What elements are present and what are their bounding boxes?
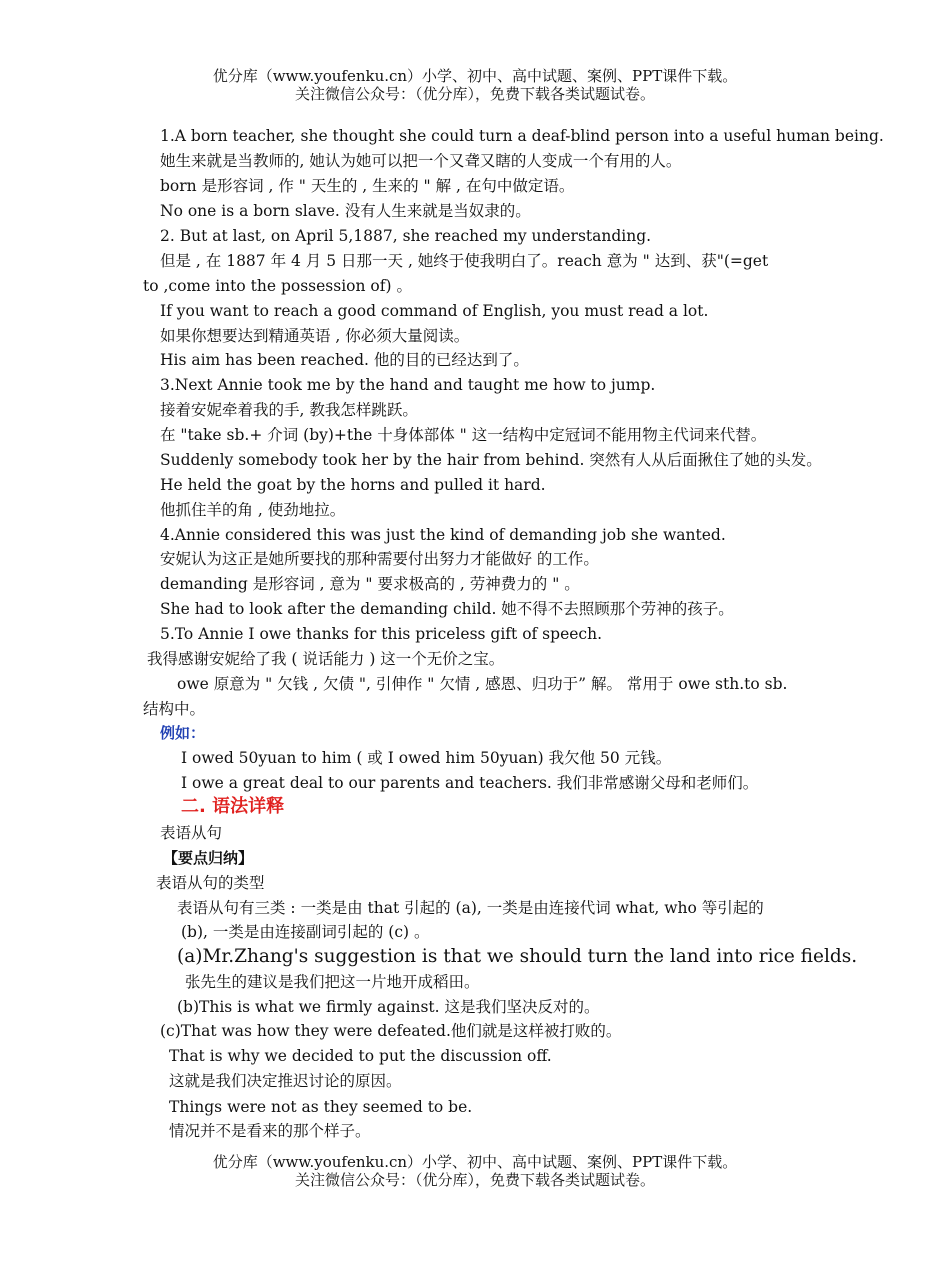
body-line: I owed 50yuan to him ( 或 I owed him 50yuan) 我欠他 50 元钱。: [181, 749, 672, 767]
body-line: 她生来就是当教师的, 她认为她可以把一个又聋又瞎的人变成一个有用的人。: [160, 152, 682, 170]
body-line: (b), 一类是由连接副词引起的 (c) 。: [181, 923, 430, 941]
footer-line-2: 关注微信公众号：（优分库），免费下载各类试题试卷。: [294, 1171, 655, 1189]
body-line: demanding 是形容词 , 意为 " 要求极高的 , 劳神费力的 " 。: [160, 575, 580, 593]
body-line: (c)That was how they were defeated.他们就是这样被打败的。: [160, 1022, 622, 1040]
key-points-heading: 【要点归纳】: [163, 849, 254, 867]
body-line: If you want to reach a good command of English, you must read a lot.: [160, 302, 709, 320]
section-heading: 二. 语法详释: [181, 796, 285, 817]
body-line: 他抓住羊的角 , 使劲地拉。: [160, 501, 346, 519]
body-line: 表语从句: [160, 824, 223, 842]
body-line: That is why we decided to put the discussion off.: [169, 1047, 552, 1065]
header-line-1: 优分库（www.youfenku.cn）小学、初中、高中试题、案例、PPT课件下载。: [212, 67, 738, 85]
body-line: born 是形容词 , 作 " 天生的 , 生来的 " 解 , 在句中做定语。: [160, 177, 575, 195]
body-line: 5.To Annie I owe thanks for this priceless gift of speech.: [160, 625, 602, 643]
body-line: 表语从句有三类 : 一类是由 that 引起的 (a), 一类是由连接代词 what, who 等引起的: [177, 899, 764, 917]
example-label: 例如：: [160, 724, 206, 742]
body-line: 安妮认为这正是她所要找的那种需要付出努力才能做好 的工作。: [160, 550, 599, 568]
header-line-2: 关注微信公众号：（优分库），免费下载各类试题试卷。: [294, 85, 655, 103]
body-line: 我得感谢安妮给了我 ( 说话能力 ) 这一个无价之宝。: [147, 650, 505, 668]
body-line: (b)This is what we firmly against. 这是我们坚决反对的。: [177, 998, 600, 1016]
body-line: 但是 , 在 1887 年 4 月 5 日那一天 , 她终于使我明白了。reach 意为 " 达到、获"(=get: [160, 252, 769, 270]
body-line: 如果你想要达到精通英语 , 你必须大量阅读。: [160, 327, 470, 345]
body-line: Things were not as they seemed to be.: [169, 1098, 473, 1116]
body-line: 4.Annie considered this was just the kind of demanding job she wanted.: [160, 526, 726, 544]
body-line: to ,come into the possession of) 。: [143, 277, 412, 295]
body-line: 1.A born teacher, she thought she could turn a deaf-blind person into a useful human being.: [160, 127, 884, 145]
body-line: 张先生的建议是我们把这一片地开成稻田。: [185, 973, 480, 991]
body-line: 情况并不是看来的那个样子。: [169, 1122, 371, 1140]
body-line: 2. But at last, on April 5,1887, she reached my understanding.: [160, 227, 652, 245]
body-line: owe 原意为 " 欠钱 , 欠债 ", 引伸作 " 欠情 , 感恩、归功于” 解。 常用于 owe sth.to sb.: [177, 675, 788, 693]
body-line: 接着安妮牵着我的手, 教我怎样跳跃。: [160, 401, 418, 419]
body-line: No one is a born slave. 没有人生来就是当奴隶的。: [160, 202, 531, 220]
example-sentence-large: (a)Mr.Zhang's suggestion is that we should turn the land into rice fields.: [177, 946, 858, 967]
body-line: 在 "take sb.+ 介词 (by)+the 十身体部体 " 这一结构中定冠词不能用物主代词来代替。: [160, 426, 767, 444]
body-line: His aim has been reached. 他的目的已经达到了。: [160, 351, 529, 369]
body-line: 结构中。: [143, 700, 206, 718]
body-line: 这就是我们决定推迟讨论的原因。: [169, 1072, 402, 1090]
body-line: Suddenly somebody took her by the hair from behind. 突然有人从后面揪住了她的头发。: [160, 451, 822, 469]
footer-line-1: 优分库（www.youfenku.cn）小学、初中、高中试题、案例、PPT课件下载。: [212, 1153, 738, 1171]
body-line: He held the goat by the horns and pulled it hard.: [160, 476, 546, 494]
body-line: I owe a great deal to our parents and teachers. 我们非常感谢父母和老师们。: [181, 774, 759, 792]
body-line: 3.Next Annie took me by the hand and taught me how to jump.: [160, 376, 656, 394]
body-line: 表语从句的类型: [156, 874, 265, 892]
body-line: She had to look after the demanding child. 她不得不去照顾那个劳神的孩子。: [160, 600, 734, 618]
